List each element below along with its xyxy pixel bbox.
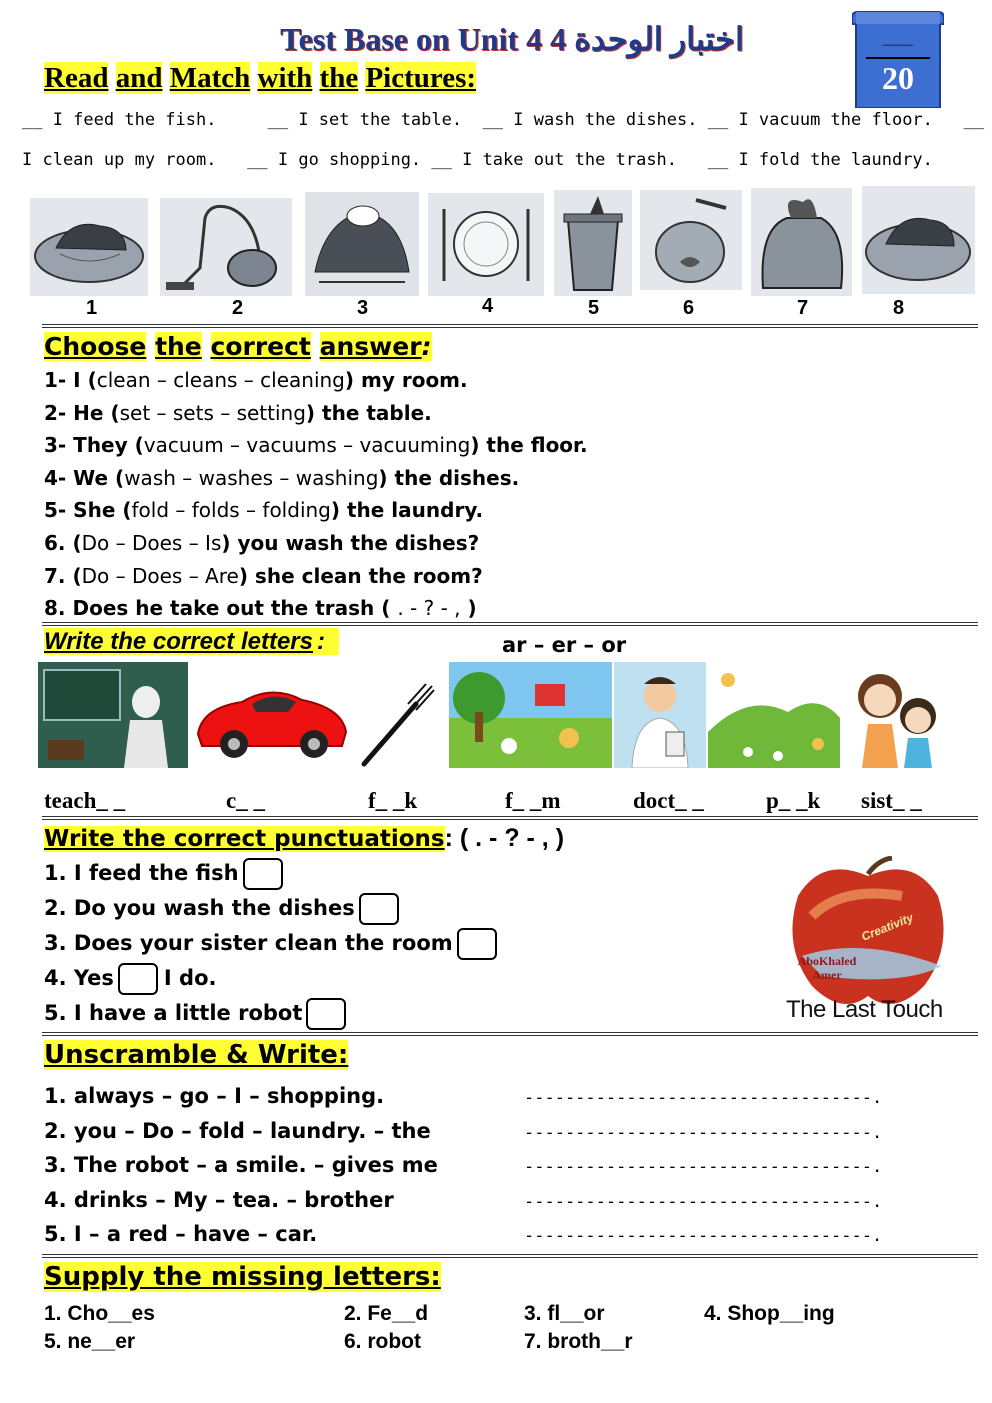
answer-box[interactable] — [359, 893, 399, 925]
picture-number: 8 — [893, 297, 905, 319]
fork-picture — [360, 682, 436, 768]
match-sentences-line-2: I clean up my room. __ I go shopping. __ I take out the trash. __ I fold the laundry. — [22, 150, 933, 170]
logo-author: AboKhaled Amer — [797, 954, 857, 982]
choose-question-8: 8. Does he take out the trash ( . - ? - , ) — [44, 596, 477, 621]
farm-picture — [449, 662, 612, 768]
logo-creativity: Creativity — [859, 910, 916, 944]
letters-word-5: doct_ _ — [633, 788, 704, 813]
letters-word-1: teach_ _ — [44, 788, 126, 813]
answer-box[interactable] — [118, 963, 158, 995]
messy-room-picture — [305, 192, 419, 296]
heading-word: the — [155, 332, 202, 361]
picture-number: 7 — [797, 297, 809, 319]
unscramble-item-2: 2. you – Do – fold – laundry. – the — [44, 1118, 431, 1143]
section-read-match-heading — [44, 62, 476, 95]
picture-number: 5 — [588, 297, 600, 319]
picture-number: 2 — [232, 297, 244, 319]
doctor-picture — [614, 662, 706, 768]
section-missing-letters-heading — [44, 1262, 441, 1292]
choose-questions — [44, 368, 588, 629]
letters-word-3: f_ _k — [368, 788, 418, 813]
missing-word-4: 4. Shop__ing — [704, 1302, 835, 1325]
picture-number: 6 — [683, 297, 695, 319]
answer-box[interactable] — [243, 858, 283, 890]
picture-number: 3 — [357, 297, 369, 319]
choose-question-6: 6. (Do – Does – Is) you wash the dishes? — [44, 530, 480, 555]
trash-can-picture — [554, 190, 632, 296]
missing-word-6: 6. robot — [344, 1330, 421, 1353]
section-letters-heading — [44, 628, 339, 656]
unscramble-item-3: 3. The robot – a smile. – gives me — [44, 1153, 438, 1178]
teacher-picture — [38, 662, 188, 768]
choose-question-4: 4- We (wash – washes – washing) the dishes. — [44, 465, 520, 490]
letters-word-7: sist_ _ — [861, 788, 922, 813]
heading-word: Read — [44, 62, 109, 94]
choose-question-3: 3- They (vacuum – vacuums – vacuuming) the floor. — [44, 433, 588, 458]
choose-question-2: 2- He (set – sets – setting) the table. — [44, 400, 432, 425]
unscramble-item-4: 4. drinks – My – tea. – brother — [44, 1187, 394, 1212]
missing-word-1: 1. Cho__es — [44, 1302, 155, 1325]
section-divider — [42, 622, 978, 626]
heading-suffix: : ( . - ? - , ) — [444, 824, 565, 852]
missing-word-2: 2. Fe__d — [344, 1302, 429, 1325]
unscramble-item-1: 1. always – go – I – shopping. — [44, 1084, 385, 1108]
heading-text: Write the correct letters — [44, 628, 317, 655]
heading-word: Pictures: — [365, 62, 477, 94]
heading-word: Match — [169, 62, 251, 94]
letters-word-6: p_ _k — [766, 788, 821, 813]
score-total: 20 — [882, 60, 914, 96]
heading-colon: : — [421, 332, 432, 361]
letters-word-4: f_ _m — [505, 788, 561, 813]
heading-word: with — [257, 62, 313, 94]
answer-line[interactable]: ----------------------------------. — [524, 1226, 883, 1247]
picture-number: 1 — [86, 297, 98, 319]
punctuation-item-5: 5. I have a little robot — [44, 998, 497, 1033]
red-car-picture — [192, 674, 350, 764]
section-unscramble-heading — [44, 1040, 348, 1070]
missing-word-7: 7. broth__r — [524, 1330, 633, 1353]
letters-word-2: c_ _ — [226, 788, 265, 813]
letter-options: ar – er – or — [502, 633, 627, 657]
heading-word: Choose — [44, 332, 147, 361]
section-choose-heading — [44, 332, 432, 361]
unscramble-answer-lines — [524, 1088, 882, 1261]
laundry-basket-picture — [30, 198, 148, 296]
heading-text: Supply the missing letters: — [44, 1262, 441, 1292]
answer-line[interactable]: ----------------------------------. — [524, 1122, 883, 1143]
punctuation-list — [44, 858, 497, 1033]
punctuation-item-1: 1. I feed the fish — [44, 858, 497, 893]
punctuation-item-4: 4. Yes I do. — [44, 963, 497, 998]
section-punctuation-heading — [44, 824, 564, 853]
missing-word-5: 5. ne__er — [44, 1330, 136, 1353]
park-picture — [708, 662, 840, 768]
logo-tagline: The Last Touch — [786, 996, 943, 1023]
heading-word: correct — [210, 332, 311, 361]
choose-question-1: 1- I (clean – cleans – cleaning) my room. — [44, 368, 468, 392]
plate-fork-knife-picture — [428, 193, 544, 296]
choose-question-7: 7. (Do – Does – Are) she clean the room? — [44, 563, 483, 588]
heading-text: Write the correct punctuations — [44, 826, 445, 852]
answer-box[interactable] — [306, 998, 346, 1030]
vacuum-cleaner-picture — [160, 198, 292, 296]
fish-bowl-picture — [640, 190, 742, 290]
section-divider — [42, 816, 978, 820]
punctuation-item-2: 2. Do you wash the dishes — [44, 893, 497, 928]
heading-colon: : — [317, 628, 339, 655]
page-title: Test Base on Unit 4 اختبار الوحدة 4 — [280, 21, 744, 57]
heading-word: answer — [319, 332, 422, 361]
section-divider — [42, 1032, 978, 1036]
match-sentences-line-1: __ I feed the fish. __ I set the table. __ I wash the dishes. __ I vacuum the floor. __ — [22, 110, 985, 130]
answer-line[interactable]: ----------------------------------. — [524, 1191, 883, 1212]
punctuation-item-3: 3. Does your sister clean the room — [44, 928, 497, 963]
score-blank: ___ — [883, 26, 913, 48]
heading-word: and — [115, 62, 163, 94]
heading-text: Unscramble & Write: — [44, 1040, 349, 1070]
laundry-basket-picture-2 — [862, 186, 975, 294]
answer-box[interactable] — [457, 928, 497, 960]
answer-line[interactable]: ----------------------------------. — [524, 1088, 883, 1108]
answer-line[interactable]: ----------------------------------. — [524, 1157, 883, 1178]
picture-number: 4 — [482, 295, 494, 317]
section-divider — [42, 1254, 978, 1258]
shopping-bag-picture — [751, 188, 852, 296]
unscramble-list — [44, 1084, 438, 1257]
section-divider — [42, 324, 978, 328]
missing-word-3: 3. fl__or — [524, 1302, 605, 1325]
heading-word: the — [319, 62, 359, 94]
sisters-picture — [848, 662, 948, 768]
choose-question-5: 5- She (fold – folds – folding) the laundry. — [44, 498, 484, 523]
unscramble-item-5: 5. I – a red – have – car. — [44, 1222, 318, 1247]
